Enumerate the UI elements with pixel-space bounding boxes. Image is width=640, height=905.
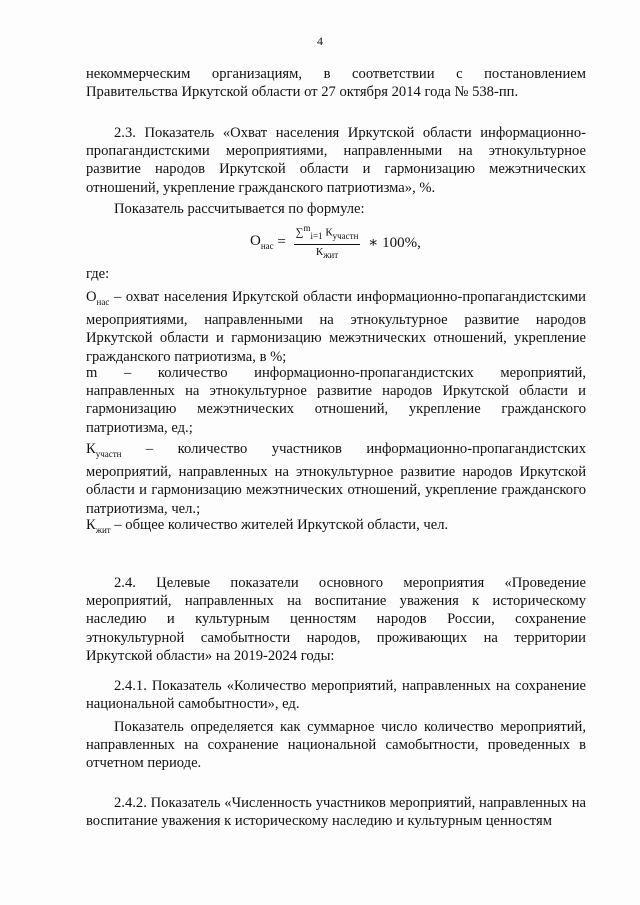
paragraph-indicator-2-4: 2.4. Целевые показатели основного мероприятия «Проведение мероприятий, направленных на воспитание уважения к историческому наследию и культурным ценностям народов России, сохранение этнокультурной самобытности народов, проживающих на территории Иркутской области» на 2019-2024 годы: <box>86 575 586 664</box>
paragraph-formula-intro: Показатель рассчитывается по формуле: <box>114 201 365 217</box>
formula-numerator: ∑$^m_{i=1}$ $К_{участн}$ <box>294 222 361 245</box>
formula-equals: = <box>273 233 290 250</box>
formula-multiplier: ∗ 100%, <box>364 234 421 251</box>
paragraph-indicator-2-4-1: 2.4.1. Показатель «Количество мероприятий, направленных на сохранение национальной самобытности», ед. <box>86 678 586 713</box>
definition-o-nas: $О_{нас}$ – охват населения Иркутской области информационно-пропагандистскими мероприятиями, направленными на этнокультурное развитие народов Иркутской области и гармонизацию межэтнических отношений, укрепление гражданского патриотизма, в %; <box>86 289 586 365</box>
paragraph-indicator-2-4-1-method: Показатель определяется как суммарное число количество мероприятий, направленных на сохранение национальной самобытности, проведенных в отчетном периоде. <box>86 719 586 772</box>
formula-denominator: $К_{жит}$ <box>315 245 339 261</box>
paragraph-indicator-2-3: 2.3. Показатель «Охват населения Иркутской области информационно-пропагандистскими мероприятиями, направленными на этнокультурное развитие народов Иркутской области и гармонизацию межэтнических отношений, укрепление гражданского патриотизма», %. <box>86 125 586 196</box>
paragraph-continuation: некоммерческим организациям, в соответствии с постановлением Правительства Иркутской области от 27 октября 2014 года № 538-пп. <box>86 66 586 101</box>
formula-lhs: $О_{нас}$ <box>250 233 274 251</box>
paragraph-indicator-2-4-2: 2.4.2. Показатель «Численность участников мероприятий, направленных на воспитание уважения к историческому наследию и культурным ценностям <box>86 795 586 830</box>
definition-m: m – количество информационно-пропагандистских мероприятий, направленных на этнокультурное развитие народов Иркутской области и гармонизацию межэтнических отношений, укрепление гражданского патриотизма, ед.; <box>86 365 586 436</box>
formula-fraction <box>294 222 361 262</box>
formula <box>250 222 421 262</box>
definition-k-uchastn: $К_{участн}$ – количество участников информационно-пропагандистских мероприятий, направленных на этнокультурное развитие народов Иркутской области и гармонизацию межэтнических отношений, укрепление гражданского патриотизма, чел.; <box>86 441 586 517</box>
page-number: 4 <box>317 34 323 48</box>
paragraph-where: где: <box>86 266 110 282</box>
definition-k-zhit: $К_{жит}$ – общее количество жителей Иркутской области, чел. <box>86 517 449 535</box>
